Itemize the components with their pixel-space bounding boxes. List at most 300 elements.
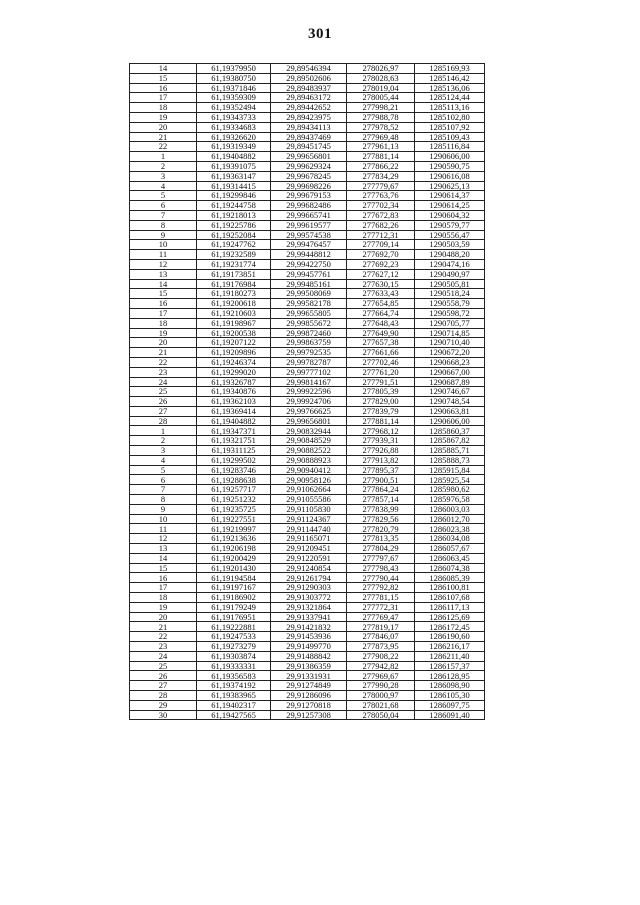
latitude-cell: 61,19311125 <box>197 446 271 456</box>
table-row <box>130 152 485 162</box>
longitude-cell: 29,99782787 <box>271 357 347 367</box>
longitude-cell: 29,90832944 <box>271 426 347 436</box>
point-number-cell: 15 <box>130 563 197 573</box>
point-number-cell: 11 <box>130 250 197 260</box>
longitude-cell: 29,99476457 <box>271 240 347 250</box>
point-number-cell: 17 <box>130 583 197 593</box>
longitude-cell: 29,90888923 <box>271 455 347 465</box>
x-coordinate-cell: 277702,46 <box>347 357 415 367</box>
x-coordinate-cell: 277895,37 <box>347 465 415 475</box>
latitude-cell: 61,19235725 <box>197 504 271 514</box>
y-coordinate-cell: 1286100,81 <box>415 583 485 593</box>
y-coordinate-cell: 1290558,79 <box>415 299 485 309</box>
x-coordinate-cell: 277900,51 <box>347 475 415 485</box>
point-number-cell: 10 <box>130 240 197 250</box>
x-coordinate-cell: 277990,28 <box>347 681 415 691</box>
y-coordinate-cell: 1286097,75 <box>415 700 485 710</box>
latitude-cell: 61,19379950 <box>197 64 271 74</box>
point-number-cell: 5 <box>130 191 197 201</box>
longitude-cell: 29,91270818 <box>271 700 347 710</box>
latitude-cell: 61,19222881 <box>197 622 271 632</box>
table-row <box>130 387 485 397</box>
y-coordinate-cell: 1285867,82 <box>415 436 485 446</box>
point-number-cell: 18 <box>130 103 197 113</box>
latitude-cell: 61,19299020 <box>197 367 271 377</box>
latitude-cell: 61,19347371 <box>197 426 271 436</box>
x-coordinate-cell: 277873,95 <box>347 642 415 652</box>
latitude-cell: 61,19273279 <box>197 642 271 652</box>
latitude-cell: 61,19321751 <box>197 436 271 446</box>
point-number-cell: 13 <box>130 269 197 279</box>
x-coordinate-cell: 277657,38 <box>347 338 415 348</box>
point-number-cell: 14 <box>130 279 197 289</box>
table-row <box>130 446 485 456</box>
x-coordinate-cell: 277926,88 <box>347 446 415 456</box>
table-row <box>130 122 485 132</box>
table-row <box>130 622 485 632</box>
table-row <box>130 524 485 534</box>
y-coordinate-cell: 1286063,45 <box>415 553 485 563</box>
x-coordinate-cell: 277761,20 <box>347 367 415 377</box>
table-row <box>130 563 485 573</box>
table-row <box>130 161 485 171</box>
table-row <box>130 544 485 554</box>
table-row <box>130 465 485 475</box>
x-coordinate-cell: 277846,07 <box>347 632 415 642</box>
longitude-cell: 29,99855672 <box>271 318 347 328</box>
latitude-cell: 61,19247533 <box>197 632 271 642</box>
y-coordinate-cell: 1286211,40 <box>415 651 485 661</box>
y-coordinate-cell: 1285107,92 <box>415 122 485 132</box>
y-coordinate-cell: 1286157,37 <box>415 661 485 671</box>
x-coordinate-cell: 277813,35 <box>347 534 415 544</box>
x-coordinate-cell: 277712,31 <box>347 230 415 240</box>
y-coordinate-cell: 1290672,20 <box>415 348 485 358</box>
table-row <box>130 416 485 426</box>
y-coordinate-cell: 1290625,13 <box>415 181 485 191</box>
y-coordinate-cell: 1285136,06 <box>415 83 485 93</box>
latitude-cell: 61,19179249 <box>197 602 271 612</box>
point-number-cell: 2 <box>130 436 197 446</box>
x-coordinate-cell: 277881,14 <box>347 416 415 426</box>
longitude-cell: 29,91257308 <box>271 710 347 720</box>
x-coordinate-cell: 277664,74 <box>347 308 415 318</box>
x-coordinate-cell: 277939,31 <box>347 436 415 446</box>
latitude-cell: 61,19227551 <box>197 514 271 524</box>
y-coordinate-cell: 1285102,80 <box>415 112 485 122</box>
table-row <box>130 259 485 269</box>
x-coordinate-cell: 277772,31 <box>347 602 415 612</box>
x-coordinate-cell: 277798,43 <box>347 563 415 573</box>
latitude-cell: 61,19251232 <box>197 495 271 505</box>
longitude-cell: 29,99582178 <box>271 299 347 309</box>
table-row <box>130 397 485 407</box>
table-row <box>130 426 485 436</box>
point-number-cell: 19 <box>130 602 197 612</box>
coordinates-table <box>129 63 485 720</box>
x-coordinate-cell: 277881,14 <box>347 152 415 162</box>
y-coordinate-cell: 1285915,84 <box>415 465 485 475</box>
longitude-cell: 29,89546394 <box>271 64 347 74</box>
point-number-cell: 10 <box>130 514 197 524</box>
table-row <box>130 593 485 603</box>
point-number-cell: 6 <box>130 201 197 211</box>
table-row <box>130 250 485 260</box>
longitude-cell: 29,99863759 <box>271 338 347 348</box>
y-coordinate-cell: 1290490,97 <box>415 269 485 279</box>
longitude-cell: 29,89483937 <box>271 83 347 93</box>
latitude-cell: 61,19186902 <box>197 593 271 603</box>
table-row <box>130 534 485 544</box>
point-number-cell: 21 <box>130 348 197 358</box>
point-number-cell: 1 <box>130 152 197 162</box>
longitude-cell: 29,99678245 <box>271 171 347 181</box>
latitude-cell: 61,19326787 <box>197 377 271 387</box>
latitude-cell: 61,19333331 <box>197 661 271 671</box>
table-row <box>130 612 485 622</box>
y-coordinate-cell: 1290714,85 <box>415 328 485 338</box>
x-coordinate-cell: 277961,13 <box>347 142 415 152</box>
longitude-cell: 29,91055586 <box>271 495 347 505</box>
x-coordinate-cell: 277648,43 <box>347 318 415 328</box>
y-coordinate-cell: 1286085,39 <box>415 573 485 583</box>
longitude-cell: 29,99422750 <box>271 259 347 269</box>
point-number-cell: 9 <box>130 504 197 514</box>
y-coordinate-cell: 1286091,40 <box>415 710 485 720</box>
point-number-cell: 25 <box>130 387 197 397</box>
point-number-cell: 8 <box>130 495 197 505</box>
coordinates-table-body <box>130 64 485 720</box>
x-coordinate-cell: 277819,17 <box>347 622 415 632</box>
point-number-cell: 3 <box>130 171 197 181</box>
point-number-cell: 21 <box>130 622 197 632</box>
longitude-cell: 29,99814167 <box>271 377 347 387</box>
latitude-cell: 61,19340876 <box>197 387 271 397</box>
x-coordinate-cell: 278021,68 <box>347 700 415 710</box>
longitude-cell: 29,91124367 <box>271 514 347 524</box>
point-number-cell: 20 <box>130 338 197 348</box>
latitude-cell: 61,19380750 <box>197 73 271 83</box>
x-coordinate-cell: 277978,52 <box>347 122 415 132</box>
y-coordinate-cell: 1290667,00 <box>415 367 485 377</box>
x-coordinate-cell: 277797,67 <box>347 553 415 563</box>
longitude-cell: 29,99629324 <box>271 161 347 171</box>
x-coordinate-cell: 277988,78 <box>347 112 415 122</box>
latitude-cell: 61,19303874 <box>197 651 271 661</box>
y-coordinate-cell: 1286125,69 <box>415 612 485 622</box>
longitude-cell: 29,99485161 <box>271 279 347 289</box>
longitude-cell: 29,91261794 <box>271 573 347 583</box>
longitude-cell: 29,91062664 <box>271 485 347 495</box>
longitude-cell: 29,99682486 <box>271 201 347 211</box>
point-number-cell: 7 <box>130 210 197 220</box>
longitude-cell: 29,91165071 <box>271 534 347 544</box>
latitude-cell: 61,19200618 <box>197 299 271 309</box>
longitude-cell: 29,99655805 <box>271 308 347 318</box>
y-coordinate-cell: 1286216,17 <box>415 642 485 652</box>
y-coordinate-cell: 1290705,77 <box>415 318 485 328</box>
point-number-cell: 27 <box>130 406 197 416</box>
longitude-cell: 29,91421832 <box>271 622 347 632</box>
latitude-cell: 61,19404882 <box>197 416 271 426</box>
table-row <box>130 230 485 240</box>
x-coordinate-cell: 277864,24 <box>347 485 415 495</box>
latitude-cell: 61,19404882 <box>197 152 271 162</box>
y-coordinate-cell: 1285169,93 <box>415 64 485 74</box>
y-coordinate-cell: 1285124,44 <box>415 93 485 103</box>
table-row <box>130 661 485 671</box>
longitude-cell: 29,91240854 <box>271 563 347 573</box>
x-coordinate-cell: 277790,44 <box>347 573 415 583</box>
point-number-cell: 28 <box>130 691 197 701</box>
x-coordinate-cell: 277649,90 <box>347 328 415 338</box>
y-coordinate-cell: 1286074,38 <box>415 563 485 573</box>
longitude-cell: 29,99574538 <box>271 230 347 240</box>
longitude-cell: 29,99766625 <box>271 406 347 416</box>
x-coordinate-cell: 277913,82 <box>347 455 415 465</box>
table-row <box>130 436 485 446</box>
table-row <box>130 632 485 642</box>
latitude-cell: 61,19244758 <box>197 201 271 211</box>
longitude-cell: 29,90882522 <box>271 446 347 456</box>
point-number-cell: 12 <box>130 534 197 544</box>
x-coordinate-cell: 277998,21 <box>347 103 415 113</box>
y-coordinate-cell: 1285976,58 <box>415 495 485 505</box>
point-number-cell: 26 <box>130 671 197 681</box>
table-row <box>130 651 485 661</box>
x-coordinate-cell: 277654,85 <box>347 299 415 309</box>
point-number-cell: 8 <box>130 220 197 230</box>
point-number-cell: 19 <box>130 112 197 122</box>
table-row <box>130 328 485 338</box>
table-row <box>130 83 485 93</box>
y-coordinate-cell: 1290598,72 <box>415 308 485 318</box>
latitude-cell: 61,19246374 <box>197 357 271 367</box>
latitude-cell: 61,19232589 <box>197 250 271 260</box>
table-row <box>130 338 485 348</box>
table-row <box>130 348 485 358</box>
latitude-cell: 61,19194584 <box>197 573 271 583</box>
latitude-cell: 61,19207122 <box>197 338 271 348</box>
table-row <box>130 201 485 211</box>
latitude-cell: 61,19371846 <box>197 83 271 93</box>
point-number-cell: 26 <box>130 397 197 407</box>
x-coordinate-cell: 277908,22 <box>347 651 415 661</box>
latitude-cell: 61,19402317 <box>197 700 271 710</box>
longitude-cell: 29,99872460 <box>271 328 347 338</box>
x-coordinate-cell: 277627,12 <box>347 269 415 279</box>
latitude-cell: 61,19198967 <box>197 318 271 328</box>
y-coordinate-cell: 1286012,70 <box>415 514 485 524</box>
x-coordinate-cell: 278000,97 <box>347 691 415 701</box>
x-coordinate-cell: 277682,26 <box>347 220 415 230</box>
table-row <box>130 671 485 681</box>
y-coordinate-cell: 1285980,62 <box>415 485 485 495</box>
longitude-cell: 29,91286096 <box>271 691 347 701</box>
longitude-cell: 29,91290303 <box>271 583 347 593</box>
y-coordinate-cell: 1290614,25 <box>415 201 485 211</box>
y-coordinate-cell: 1290556,47 <box>415 230 485 240</box>
x-coordinate-cell: 277779,67 <box>347 181 415 191</box>
y-coordinate-cell: 1285888,73 <box>415 455 485 465</box>
table-row <box>130 210 485 220</box>
latitude-cell: 61,19252084 <box>197 230 271 240</box>
latitude-cell: 61,19173851 <box>197 269 271 279</box>
table-row <box>130 553 485 563</box>
y-coordinate-cell: 1290663,81 <box>415 406 485 416</box>
latitude-cell: 61,19200538 <box>197 328 271 338</box>
point-number-cell: 15 <box>130 73 197 83</box>
x-coordinate-cell: 277829,00 <box>347 397 415 407</box>
point-number-cell: 27 <box>130 681 197 691</box>
latitude-cell: 61,19209896 <box>197 348 271 358</box>
table-row <box>130 367 485 377</box>
table-row <box>130 406 485 416</box>
latitude-cell: 61,19225786 <box>197 220 271 230</box>
table-row <box>130 514 485 524</box>
y-coordinate-cell: 1290606,00 <box>415 416 485 426</box>
longitude-cell: 29,99448812 <box>271 250 347 260</box>
table-row <box>130 142 485 152</box>
x-coordinate-cell: 277866,22 <box>347 161 415 171</box>
point-number-cell: 20 <box>130 612 197 622</box>
y-coordinate-cell: 1285860,37 <box>415 426 485 436</box>
y-coordinate-cell: 1290687,89 <box>415 377 485 387</box>
point-number-cell: 14 <box>130 553 197 563</box>
y-coordinate-cell: 1290668,23 <box>415 357 485 367</box>
latitude-cell: 61,19362103 <box>197 397 271 407</box>
latitude-cell: 61,19219997 <box>197 524 271 534</box>
x-coordinate-cell: 278050,04 <box>347 710 415 720</box>
latitude-cell: 61,19427565 <box>197 710 271 720</box>
y-coordinate-cell: 1290746,67 <box>415 387 485 397</box>
table-row <box>130 602 485 612</box>
y-coordinate-cell: 1290503,59 <box>415 240 485 250</box>
x-coordinate-cell: 277820,79 <box>347 524 415 534</box>
point-number-cell: 23 <box>130 642 197 652</box>
x-coordinate-cell: 277661,66 <box>347 348 415 358</box>
point-number-cell: 5 <box>130 465 197 475</box>
y-coordinate-cell: 1290748,54 <box>415 397 485 407</box>
latitude-cell: 61,19213636 <box>197 534 271 544</box>
point-number-cell: 15 <box>130 289 197 299</box>
y-coordinate-cell: 1290616,08 <box>415 171 485 181</box>
table-row <box>130 357 485 367</box>
longitude-cell: 29,89502606 <box>271 73 347 83</box>
x-coordinate-cell: 277781,15 <box>347 593 415 603</box>
x-coordinate-cell: 277838,99 <box>347 504 415 514</box>
x-coordinate-cell: 277791,51 <box>347 377 415 387</box>
point-number-cell: 9 <box>130 230 197 240</box>
longitude-cell: 29,91499770 <box>271 642 347 652</box>
latitude-cell: 61,19352494 <box>197 103 271 113</box>
table-row <box>130 700 485 710</box>
x-coordinate-cell: 277969,67 <box>347 671 415 681</box>
table-row <box>130 269 485 279</box>
table-row <box>130 181 485 191</box>
point-number-cell: 16 <box>130 573 197 583</box>
table-row <box>130 573 485 583</box>
table-row <box>130 583 485 593</box>
longitude-cell: 29,90940412 <box>271 465 347 475</box>
y-coordinate-cell: 1285925,54 <box>415 475 485 485</box>
point-number-cell: 2 <box>130 161 197 171</box>
table-row <box>130 279 485 289</box>
y-coordinate-cell: 1290590,75 <box>415 161 485 171</box>
y-coordinate-cell: 1290488,20 <box>415 250 485 260</box>
table-row <box>130 220 485 230</box>
latitude-cell: 61,19218013 <box>197 210 271 220</box>
longitude-cell: 29,99665741 <box>271 210 347 220</box>
point-number-cell: 4 <box>130 455 197 465</box>
longitude-cell: 29,89442652 <box>271 103 347 113</box>
longitude-cell: 29,91337941 <box>271 612 347 622</box>
point-number-cell: 17 <box>130 93 197 103</box>
longitude-cell: 29,89463172 <box>271 93 347 103</box>
table-row <box>130 681 485 691</box>
table-row <box>130 171 485 181</box>
y-coordinate-cell: 1285116,84 <box>415 142 485 152</box>
y-coordinate-cell: 1285109,43 <box>415 132 485 142</box>
longitude-cell: 29,90848529 <box>271 436 347 446</box>
latitude-cell: 61,19319349 <box>197 142 271 152</box>
latitude-cell: 61,19314415 <box>197 181 271 191</box>
longitude-cell: 29,89434113 <box>271 122 347 132</box>
y-coordinate-cell: 1286128,95 <box>415 671 485 681</box>
longitude-cell: 29,89423975 <box>271 112 347 122</box>
longitude-cell: 29,91331931 <box>271 671 347 681</box>
y-coordinate-cell: 1290579,77 <box>415 220 485 230</box>
table-row <box>130 289 485 299</box>
latitude-cell: 61,19356583 <box>197 671 271 681</box>
table-row <box>130 710 485 720</box>
point-number-cell: 20 <box>130 122 197 132</box>
longitude-cell: 29,99656801 <box>271 152 347 162</box>
longitude-cell: 29,91303772 <box>271 593 347 603</box>
table-row <box>130 240 485 250</box>
table-row <box>130 112 485 122</box>
point-number-cell: 25 <box>130 661 197 671</box>
point-number-cell: 18 <box>130 593 197 603</box>
x-coordinate-cell: 277804,29 <box>347 544 415 554</box>
x-coordinate-cell: 277692,70 <box>347 250 415 260</box>
point-number-cell: 29 <box>130 700 197 710</box>
longitude-cell: 29,89437469 <box>271 132 347 142</box>
point-number-cell: 4 <box>130 181 197 191</box>
longitude-cell: 29,99922596 <box>271 387 347 397</box>
x-coordinate-cell: 277942,82 <box>347 661 415 671</box>
table-row <box>130 504 485 514</box>
table-row <box>130 103 485 113</box>
longitude-cell: 29,99457761 <box>271 269 347 279</box>
longitude-cell: 29,91453936 <box>271 632 347 642</box>
longitude-cell: 29,91488842 <box>271 651 347 661</box>
x-coordinate-cell: 277969,48 <box>347 132 415 142</box>
latitude-cell: 61,19343733 <box>197 112 271 122</box>
latitude-cell: 61,19363147 <box>197 171 271 181</box>
latitude-cell: 61,19369414 <box>197 406 271 416</box>
page-number: 301 <box>308 26 332 42</box>
longitude-cell: 29,99679153 <box>271 191 347 201</box>
table-row <box>130 455 485 465</box>
y-coordinate-cell: 1290606,00 <box>415 152 485 162</box>
table-row <box>130 377 485 387</box>
table-row <box>130 64 485 74</box>
latitude-cell: 61,19359309 <box>197 93 271 103</box>
y-coordinate-cell: 1286034,08 <box>415 534 485 544</box>
table-row <box>130 495 485 505</box>
x-coordinate-cell: 277692,23 <box>347 259 415 269</box>
